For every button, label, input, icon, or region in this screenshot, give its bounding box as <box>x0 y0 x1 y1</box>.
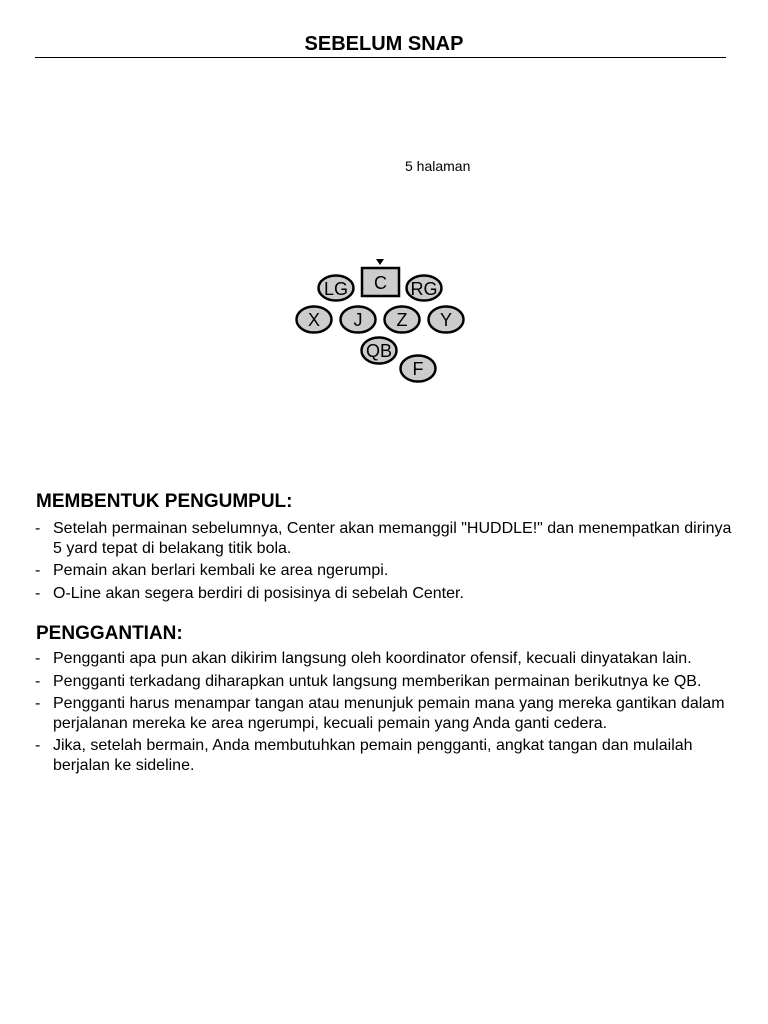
player-rg <box>407 276 442 301</box>
player-f <box>401 356 436 382</box>
ball-marker-icon <box>376 259 384 265</box>
page-title: SEBELUM SNAP <box>304 33 464 55</box>
player-y-label: Y <box>439 310 453 330</box>
section-heading-huddle: MEMBENTUK PENGUMPUL: <box>36 491 293 512</box>
player-c-label: C <box>374 273 387 293</box>
list-item: - Pengganti harus menampar tangan atau menunjuk pemain mana yang mereka gantikan dalam perjalanan mereka ke area ngerumpi, kecuali pemain yang Anda ganti cedera. <box>35 695 725 732</box>
player-j <box>341 307 376 333</box>
list-item: - O-Line akan segera berdiri di posisinya di sebelah Center. <box>35 584 464 602</box>
player-lg <box>319 276 354 301</box>
title-divider <box>35 57 726 58</box>
page-note: 5 halaman <box>405 158 471 174</box>
player-rg-label: RG <box>410 279 438 299</box>
player-x-label: X <box>307 310 321 330</box>
player-y <box>429 307 464 333</box>
substitution-list <box>35 649 735 778</box>
player-j-label: J <box>353 310 363 330</box>
huddle-formation-diagram <box>290 255 470 385</box>
player-f-label: F <box>412 359 424 379</box>
formation-svg <box>290 255 470 385</box>
player-x <box>297 307 332 333</box>
list-item: - Setelah permainan sebelumnya, Center akan memanggil "HUDDLE!" dan menempatkan dirinya 5 yard tepat di belakang titik bola. <box>35 520 732 557</box>
list-item: - Pengganti apa pun akan dikirim langsung oleh koordinator ofensif, kecuali dinyatakan lain. <box>35 650 692 667</box>
player-z <box>385 307 420 333</box>
player-z-label: Z <box>396 310 408 330</box>
player-lg-label: LG <box>323 279 349 299</box>
player-c <box>362 268 399 296</box>
section-heading-substitution: PENGGANTIAN: <box>36 623 183 644</box>
player-qb-label: QB <box>365 341 393 361</box>
player-qb <box>362 338 397 364</box>
list-item: - Jika, setelah bermain, Anda membutuhkan pemain pengganti, angkat tangan dan mulailah berjalan ke sideline. <box>35 737 693 774</box>
huddle-list <box>35 519 735 606</box>
list-item: - Pemain akan berlari kembali ke area ngerumpi. <box>35 562 389 579</box>
list-item: - Pengganti terkadang diharapkan untuk langsung memberikan permainan berikutnya ke QB. <box>35 672 702 690</box>
